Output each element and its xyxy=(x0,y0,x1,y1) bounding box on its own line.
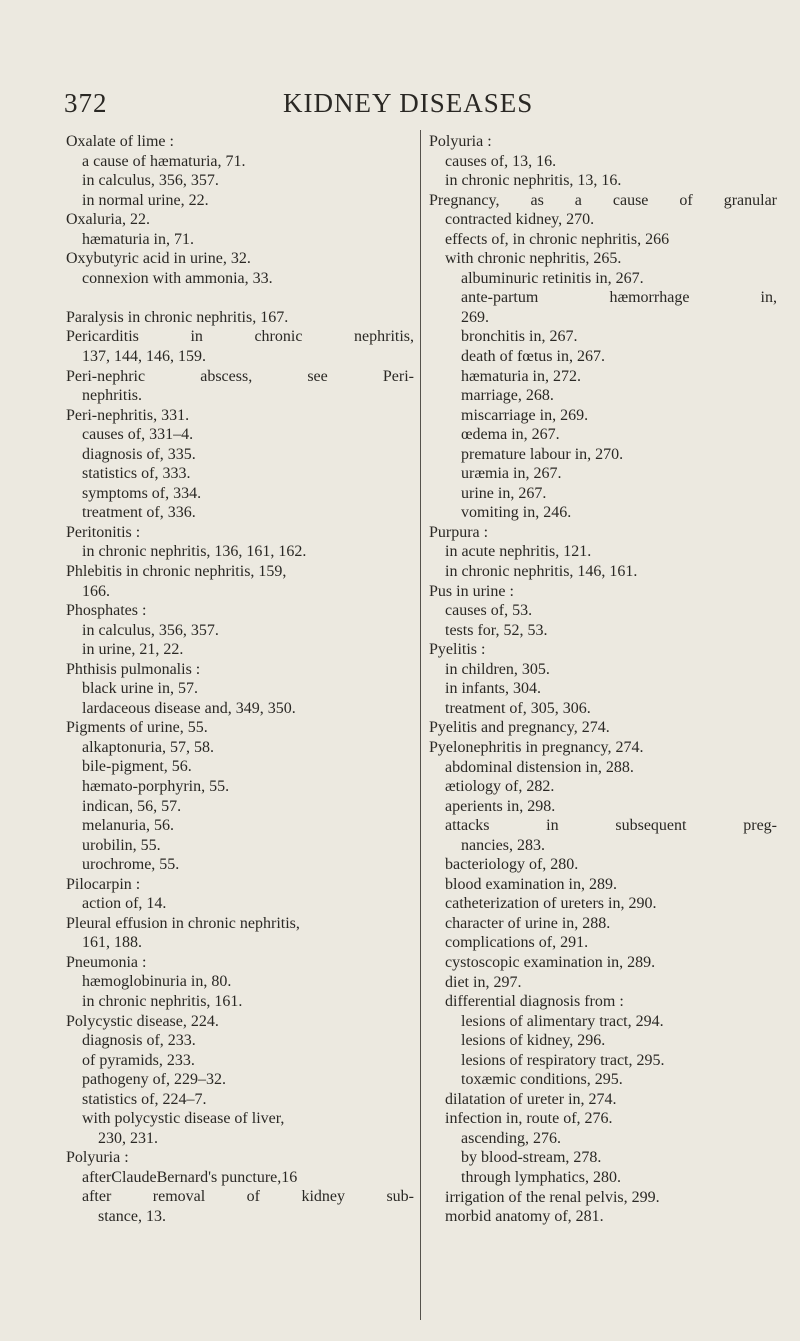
index-subentry: by blood-stream, 278. xyxy=(461,1149,602,1167)
index-subentry: action of, 14. xyxy=(82,895,167,913)
running-title: KIDNEY DISEASES xyxy=(283,88,534,118)
index-subentry: œdema in, 267. xyxy=(461,426,560,444)
index-subentry: 166. xyxy=(82,582,110,600)
index-subentry: 137, 144, 146, 159. xyxy=(82,347,206,365)
index-subentry: 230, 231. xyxy=(98,1129,158,1147)
index-subentry: in chronic nephritis, 136, 161, 162. xyxy=(82,543,307,561)
index-subentry: aperients in, 298. xyxy=(445,797,556,815)
index-subentry: hæmaturia in, 71. xyxy=(82,230,194,248)
index-heading: Peri-nephric abscess, see Peri- xyxy=(66,367,414,385)
index-subentry: in chronic nephritis, 161. xyxy=(82,993,243,1011)
index-subentry: treatment of, 336. xyxy=(82,504,196,522)
index-subentry: nancies, 283. xyxy=(461,836,545,854)
index-heading: Phosphates : xyxy=(66,602,147,620)
index-subentry: death of fœtus in, 267. xyxy=(461,348,605,366)
index-subentry: symptoms of, 334. xyxy=(82,484,202,502)
index-subentry: lardaceous disease and, 349, 350. xyxy=(82,699,296,717)
index-subentry: bile-pigment, 56. xyxy=(82,758,192,776)
index-heading: Pericarditis in chronic nephritis, xyxy=(66,328,414,346)
index-subentry: a cause of hæmaturia, 71. xyxy=(82,152,246,170)
index-subentry: in calculus, 356, 357. xyxy=(82,172,219,190)
index-subentry: vomiting in, 246. xyxy=(461,504,572,522)
index-heading: Pilocarpin : xyxy=(66,875,141,893)
index-heading: Oxaluria, 22. xyxy=(66,211,150,229)
index-subentry: in normal urine, 22. xyxy=(82,191,209,209)
index-subentry: indican, 56, 57. xyxy=(82,797,182,815)
index-heading: Polyuria : xyxy=(66,1149,129,1167)
index-subentry: irrigation of the renal pelvis, 299. xyxy=(445,1188,660,1206)
column-divider xyxy=(420,130,421,1320)
index-subentry: uræmia in, 267. xyxy=(461,465,562,483)
index-subentry: catheterization of ureters in, 290. xyxy=(445,895,657,913)
index-subentry: in infants, 304. xyxy=(445,680,541,698)
index-heading: Pyelonephritis in pregnancy, 274. xyxy=(429,738,644,756)
index-heading: Phlebitis in chronic nephritis, 159, xyxy=(66,562,287,580)
page-header xyxy=(0,88,800,128)
index-subentry: diagnosis of, 233. xyxy=(82,1032,196,1050)
index-subentry: urochrome, 55. xyxy=(82,856,180,874)
index-subentry: lesions of alimentary tract, 294. xyxy=(461,1012,664,1030)
index-subentry: infection in, route of, 276. xyxy=(445,1110,613,1128)
index-subentry: cystoscopic examination in, 289. xyxy=(445,953,656,971)
index-heading: Polyuria : xyxy=(429,133,492,150)
index-subentry: in acute nephritis, 121. xyxy=(445,543,592,561)
index-subentry: dilatation of ureter in, 274. xyxy=(445,1090,617,1108)
index-subentry: statistics of, 224–7. xyxy=(82,1090,207,1108)
index-subentry: lesions of respiratory tract, 295. xyxy=(461,1051,665,1069)
index-subentry: causes of, 331–4. xyxy=(82,426,194,444)
index-heading: Paralysis in chronic nephritis, 167. xyxy=(66,308,289,326)
index-subentry: in chronic nephritis, 146, 161. xyxy=(445,563,638,581)
index-subentry: 161, 188. xyxy=(82,934,142,952)
index-subentry: 269. xyxy=(461,308,489,326)
index-subentry: hæmaturia in, 272. xyxy=(461,367,581,385)
index-heading: Purpura : xyxy=(429,523,489,541)
index-subentry: marriage, 268. xyxy=(461,387,554,405)
index-subentry: nephritis. xyxy=(82,387,142,405)
index-heading: Pregnancy, as a cause of granular xyxy=(429,191,777,209)
index-subentry: with polycystic disease of liver, xyxy=(82,1110,285,1128)
index-subentry: hæmoglobinuria in, 80. xyxy=(82,973,232,991)
index-subentry: ante-partum hæmorrhage in, xyxy=(461,289,777,307)
index-subentry: hæmato-porphyrin, 55. xyxy=(82,778,230,795)
index-subentry: through lymphatics, 280. xyxy=(461,1168,621,1186)
index-subentry: black urine in, 57. xyxy=(82,680,198,698)
index-subentry: lesions of kidney, 296. xyxy=(461,1032,606,1050)
index-heading: Pus in urine : xyxy=(429,582,514,600)
page-number: 372 xyxy=(64,88,108,118)
index-column-right xyxy=(429,132,777,1227)
index-subentry: diet in, 297. xyxy=(445,973,522,991)
index-subentry: attacks in subsequent preg- xyxy=(445,817,777,835)
index-subentry: treatment of, 305, 306. xyxy=(445,699,591,717)
index-heading: Pleural effusion in chronic nephritis, xyxy=(66,914,300,932)
index-heading: Pigments of urine, 55. xyxy=(66,719,208,737)
index-subentry: stance, 13. xyxy=(98,1208,166,1226)
index-subentry: of pyramids, 233. xyxy=(82,1051,195,1069)
index-subentry: causes of, 13, 16. xyxy=(445,152,557,170)
index-subentry: diagnosis of, 335. xyxy=(82,445,196,463)
index-subentry: in chronic nephritis, 13, 16. xyxy=(445,172,622,190)
index-subentry: bacteriology of, 280. xyxy=(445,856,579,874)
index-subentry: character of urine in, 288. xyxy=(445,914,611,932)
index-subentry: albuminuric retinitis in, 267. xyxy=(461,269,644,287)
index-heading: Peritonitis : xyxy=(66,523,141,541)
index-column-left xyxy=(66,132,414,1227)
index-subentry: pathogeny of, 229–32. xyxy=(82,1071,226,1089)
index-subentry: morbid anatomy of, 281. xyxy=(445,1208,604,1226)
index-subentry: blood examination in, 289. xyxy=(445,875,617,893)
index-heading: Pneumonia : xyxy=(66,953,147,971)
index-subentry: ætiology of, 282. xyxy=(445,778,555,796)
index-subentry: effects of, in chronic nephritis, 266 xyxy=(445,230,670,248)
index-subentry: with chronic nephritis, 265. xyxy=(445,250,622,268)
index-heading: Polycystic disease, 224. xyxy=(66,1012,219,1030)
index-heading: Pyelitis and pregnancy, 274. xyxy=(429,719,610,737)
index-subentry: statistics of, 333. xyxy=(82,465,191,483)
index-subentry: abdominal distension in, 288. xyxy=(445,758,634,776)
section-gap xyxy=(66,288,414,308)
index-subentry: in calculus, 356, 357. xyxy=(82,621,219,639)
index-heading: Peri-nephritis, 331. xyxy=(66,406,190,424)
index-heading: Pyelitis : xyxy=(429,641,486,659)
index-heading: Phthisis pulmonalis : xyxy=(66,660,201,678)
index-subentry: tests for, 52, 53. xyxy=(445,621,548,639)
index-subentry: urobilin, 55. xyxy=(82,836,161,854)
index-subentry: melanuria, 56. xyxy=(82,817,174,835)
index-subentry: in children, 305. xyxy=(445,660,550,678)
index-subentry: in urine, 21, 22. xyxy=(82,641,184,659)
index-subentry: miscarriage in, 269. xyxy=(461,406,589,424)
index-subentry: premature labour in, 270. xyxy=(461,445,624,463)
index-subentry: contracted kidney, 270. xyxy=(445,211,595,229)
index-subentry: afterClaudeBernard's puncture,16 xyxy=(82,1168,298,1186)
index-subentry: complications of, 291. xyxy=(445,934,589,952)
index-subentry: differential diagnosis from : xyxy=(445,993,624,1011)
index-subentry: connexion with ammonia, 33. xyxy=(82,269,273,287)
index-subentry: ascending, 276. xyxy=(461,1129,561,1147)
index-subentry: causes of, 53. xyxy=(445,602,533,620)
index-heading: Oxalate of lime : xyxy=(66,133,174,150)
index-heading: Oxybutyric acid in urine, 32. xyxy=(66,250,251,268)
index-subentry: toxæmic conditions, 295. xyxy=(461,1071,623,1089)
index-subentry: alkaptonuria, 57, 58. xyxy=(82,738,214,756)
index-subentry: urine in, 267. xyxy=(461,484,547,502)
index-subentry: bronchitis in, 267. xyxy=(461,328,578,346)
index-subentry: after removal of kidney sub- xyxy=(82,1188,414,1206)
